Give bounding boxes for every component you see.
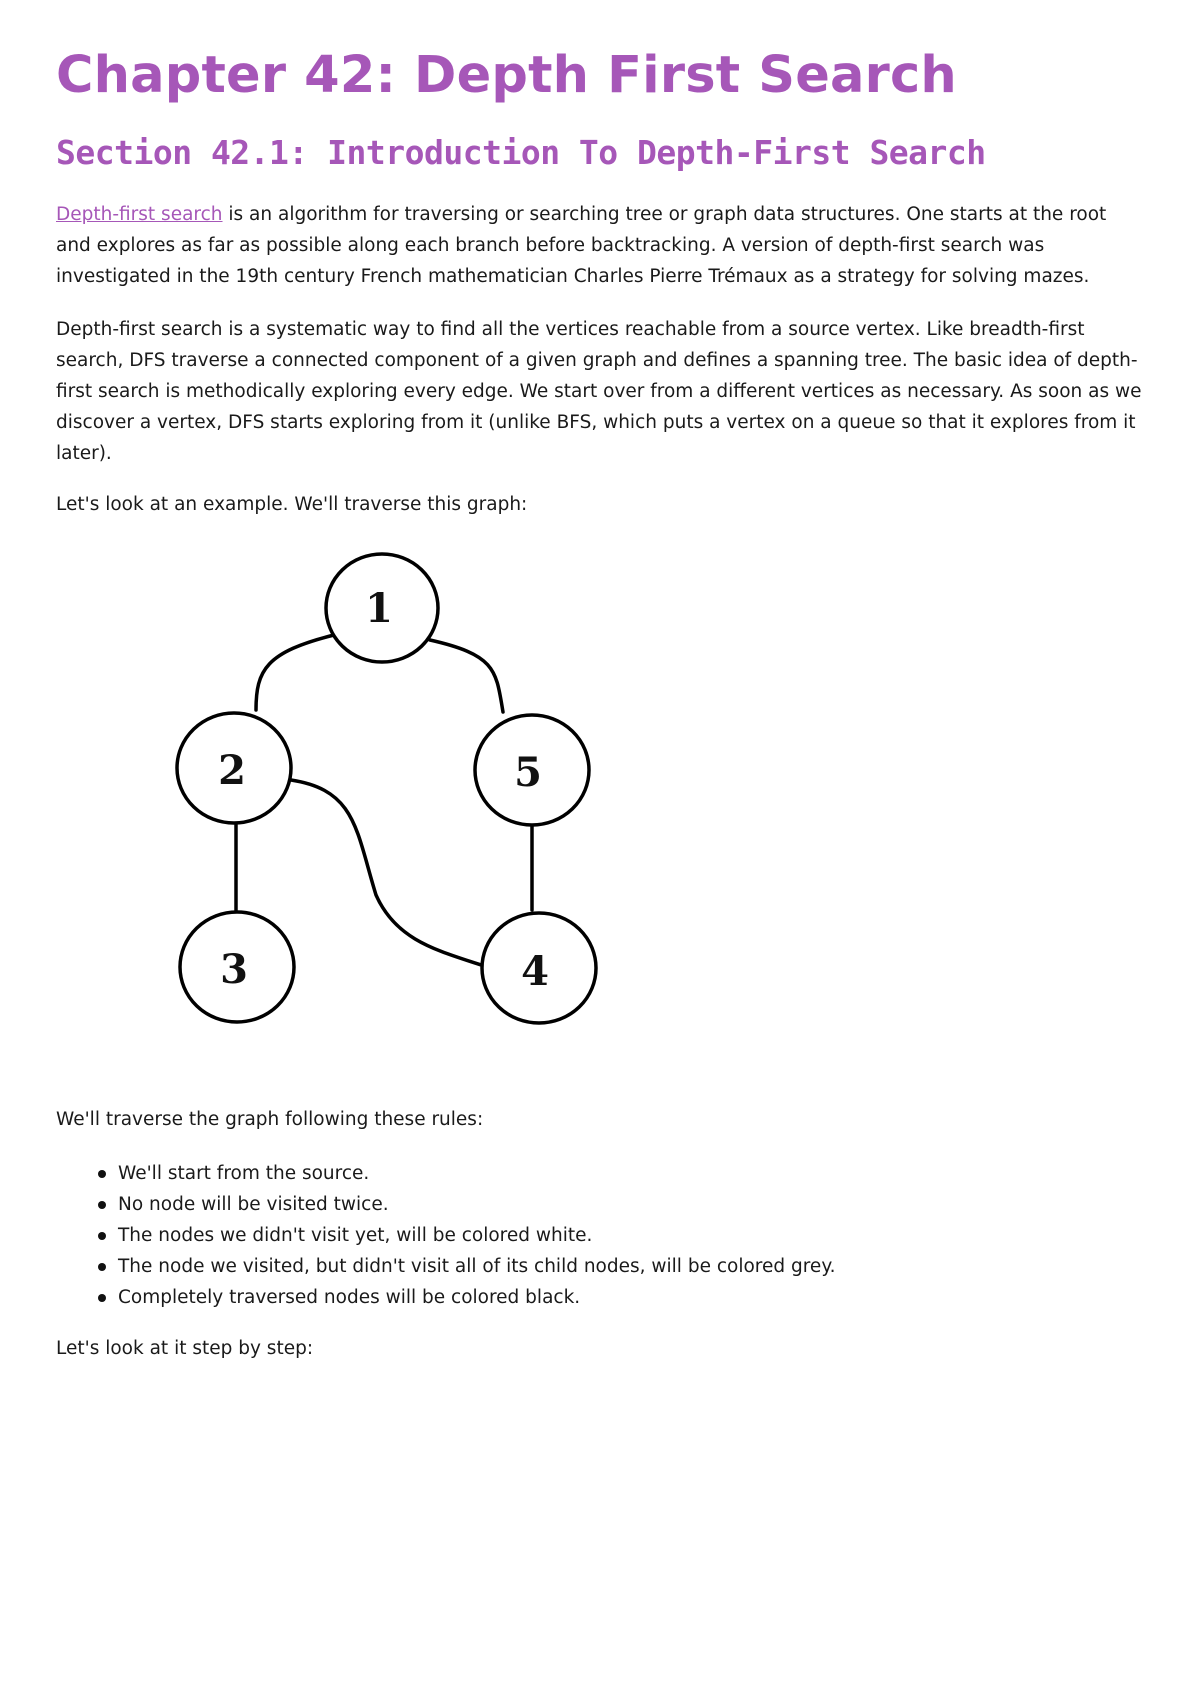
list-item [96, 1189, 836, 1220]
intro-text: is an algorithm for traversing or searching tree or graph data structures. One starts at the root and explores as far as possible along each branch before backtracking. A version of depth-first search was investigated in the 19th century French mathematician Charles Pierre Trémaux as a strategy for solving mazes. [56, 204, 1107, 287]
step-by-step-paragraph: Let's look at it step by step: [56, 1338, 314, 1359]
list-item [96, 1220, 836, 1251]
rule-text: The node we visited, but didn't visit all of its child nodes, will be colored grey. [118, 1256, 836, 1277]
graph-node-label-2: 2 [218, 747, 246, 794]
list-item [96, 1158, 836, 1189]
graph-edge-1-5 [430, 640, 503, 712]
rule-text: The nodes we didn't visit yet, will be colored white. [118, 1225, 593, 1246]
graph-edge-1-2 [256, 635, 334, 710]
chapter-title: Chapter 42: Depth First Search [56, 46, 957, 105]
list-item [96, 1282, 836, 1313]
graph-node-label-1: 1 [365, 585, 393, 632]
example-graph [116, 540, 636, 1040]
depth-first-search-link[interactable]: Depth-first search [56, 204, 223, 225]
graph-node-label-5: 5 [514, 749, 542, 796]
graph-node-label-3: 3 [220, 946, 248, 993]
section-title: Section 42.1: Introduction To Depth-First Search [56, 133, 986, 172]
bullet-icon [98, 1263, 106, 1271]
intro-paragraph [56, 199, 1146, 292]
example-intro-paragraph: Let's look at an example. We'll traverse this graph: [56, 494, 528, 515]
rules-intro-paragraph: We'll traverse the graph following these rules: [56, 1109, 484, 1130]
description-paragraph: Depth-first search is a systematic way to find all the vertices reachable from a source vertex. Like breadth-first search, DFS traverse a connected component of a given graph and defines a spanning tree. The basic idea of depth-first search is methodically exploring every edge. We start over from a different vertices as necessary. As soon as we discover a vertex, DFS starts exploring from it (unlike BFS, which puts a vertex on a queue so that it explores from it later). [56, 319, 1142, 464]
graph-edge-2-4 [291, 780, 481, 965]
rules-list [96, 1158, 836, 1313]
bullet-icon [98, 1294, 106, 1302]
rule-text: We'll start from the source. [118, 1163, 370, 1184]
bullet-icon [98, 1232, 106, 1240]
list-item [96, 1251, 836, 1282]
bullet-icon [98, 1170, 106, 1178]
rule-text: No node will be visited twice. [118, 1194, 389, 1215]
rule-text: Completely traversed nodes will be colored black. [118, 1287, 581, 1308]
graph-node-label-4: 4 [521, 948, 549, 995]
bullet-icon [98, 1201, 106, 1209]
